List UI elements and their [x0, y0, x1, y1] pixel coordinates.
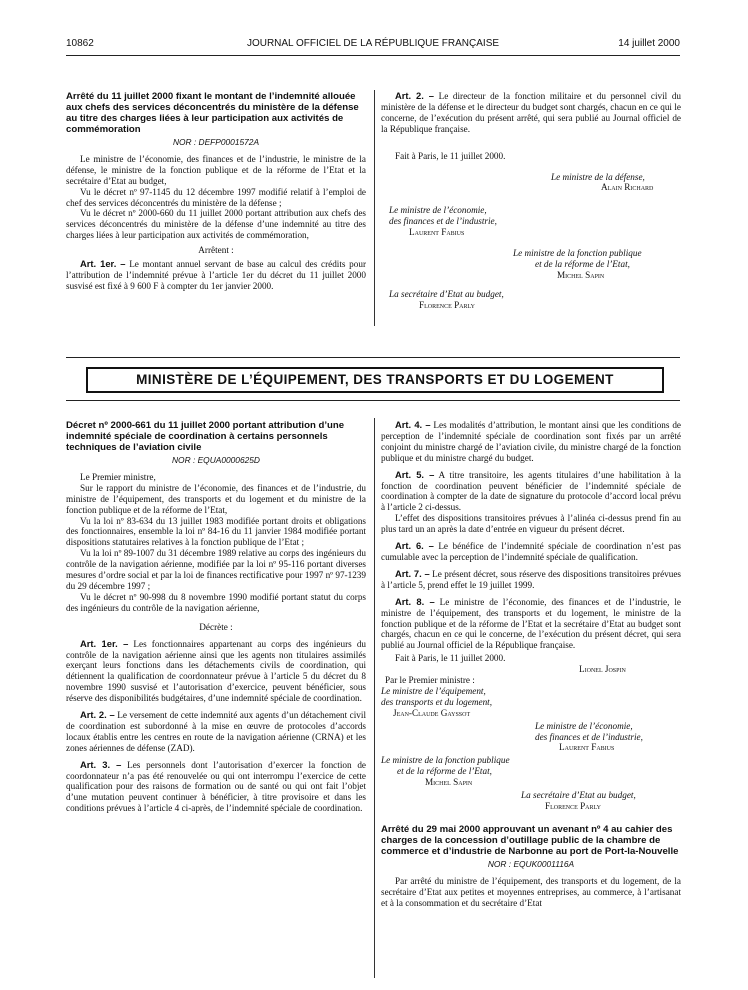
article-text: Le directeur de la fonction militaire et du personnel civil du ministère de la défense et le directeur du budget sont chargés, chacun en ce qui le concerne, de l’exécution du présent arrêté, qui sera publié au Journal officiel de la République française.	[381, 91, 682, 134]
article-label: Art. 7. –	[395, 567, 430, 579]
article-text: Les fonctionnaires appartenant au corps des ingénieurs du contrôle de la navigation aérienne ainsi que les agents non titulaires assimilés exerçant leurs fonctions dans les détachements civils de coordination, qui détiennent la qualification de coordonnateur prévue à l’article 5 du décret du 8 novembre 1990 susvisé et l’autorisation d’exercice, peuvent bénéficier, sous réserve des disponibilités budgétaires, d’une indemnité spéciale de coordination.	[66, 638, 367, 704]
arrete1-title: Arrêté du 11 juillet 2000 fixant le montant de l’indemnité allouée aux chefs des services déconcentrés du ministère de la défense au titre des charges liées à leur participation aux activités de commémoration	[66, 91, 359, 135]
signature-economie	[381, 721, 681, 754]
article-text: Les modalités d’attribution, le montant ainsi que les conditions de perception de l’indemnité spéciale de coordination sont fixés par un arrêté conjoint du ministre chargé de l’aviation civile, du ministre chargé de la fonction publique et du ministre chargé du budget.	[381, 420, 682, 463]
arrete2-title: Arrêté du 29 mai 2000 approuvant un avenant nº 4 au cahier des charges de la concession d’outillage public de la chambre de commerce et d’industrie de Narbonne au port de Port-la-Nouvelle	[381, 823, 679, 857]
signature-title: et de la réforme de l’Etat,	[397, 766, 492, 777]
arrete2-nor: NOR : EQUK0001116A	[487, 858, 575, 869]
arrete1-para: Vu le décret nº 2000-660 du 11 juillet 2000 portant attribution aux chefs des services déconcentrés du ministère de la défense d’une indemnité au titre des charges liées à leur participation aux activités de commémoration,	[66, 208, 366, 241]
signature-title: et de la réforme de l’Etat,	[535, 258, 630, 269]
decret-fait: Fait à Paris, le 11 juillet 2000.	[395, 653, 506, 664]
article-label: Art. 6. –	[395, 540, 434, 552]
par-premier-ministre: Par le Premier ministre :	[385, 675, 475, 686]
arrete2-text: Par arrêté du ministre de l’équipement, des transports et du logement, de la secrétaire d’Etat aux petites et moyennes entreprises, au commerce, à l’artisanat et à la consommation et du secrétaire d’Etat	[381, 875, 681, 908]
article-text: Le bénéfice de l’indemnité spéciale de coordination n’est pas cumulable avec la perception de l’indemnité spéciale de qualification.	[381, 541, 682, 562]
article-text: L’effet des dispositions transitoires prévues à l’alinéa ci-dessus prend fin au plus tard un an après la date d’entrée en vigueur du présent décret.	[381, 513, 681, 535]
signature-pm: Lionel Jospin	[579, 664, 626, 675]
signature-name: Alain Richard	[601, 182, 654, 193]
article-label: Art. 1er. –	[80, 637, 129, 649]
signature-name: Michel Sapin	[425, 777, 473, 788]
article-label: Art. 2. –	[80, 709, 115, 721]
article-label: Art. 2. –	[395, 90, 434, 101]
header-rule	[66, 55, 680, 56]
decret-decrete: Décrète :	[199, 621, 233, 632]
signature-title: La secrétaire d’Etat au budget,	[389, 288, 504, 299]
decret-article	[381, 569, 681, 591]
signature-name: Laurent Fabius	[409, 227, 465, 238]
article-label: Art. 8. –	[395, 595, 435, 607]
signature-title: des finances et de l’industrie,	[535, 731, 643, 742]
decret-article	[66, 639, 366, 704]
signature-name: Michel Sapin	[557, 269, 605, 280]
decret-right	[381, 420, 681, 909]
signature-name: Florence Parly	[419, 299, 475, 310]
article-text: Le versement de cette indemnité aux agents d’un détachement civil de coordination est subordonné à la mise en œuvre de protocoles d’accords locaux établis entre les centres en route de la navigation aérienne (CRNA) et les zones aériennes de défense (ZAD).	[66, 710, 367, 753]
signature-title: Le ministre de la fonction publique	[513, 248, 642, 259]
signature-equipement	[381, 686, 681, 719]
signature-title: Le ministre de l’économie,	[389, 205, 487, 216]
ministry-banner: MINISTÈRE DE L’ÉQUIPEMENT, DES TRANSPORTS ET DU LOGEMENT	[86, 367, 664, 393]
signature-title: Le ministre de l’économie,	[535, 720, 633, 731]
article-text: Le montant annuel servant de base au calcul des crédits pour l’attribution de l’indemnité prévue à l’article 1er du décret du 11 juillet 2000 susvisé est fixé à 9 600 F à compter du 1er janvier 2000.	[66, 259, 367, 291]
arrete1-left	[66, 91, 366, 292]
arrete1-para: Vu le décret nº 97-1145 du 12 décembre 1997 modifié relatif à l’emploi de chef des services déconcentrés du ministère de la défense ;	[66, 186, 366, 208]
article-label: Art. 3. –	[80, 758, 122, 770]
column-divider-bottom	[374, 418, 375, 978]
article-text: Les personnels dont l’autorisation d’exercer la fonction de coordonnateur n’a pas été renouvelée ou qui ont interrompu l’exercice de cette qualification pour des raisons de formation ou de santé ou qui ont fait l’objet d’une mutation peuvent continuer à bénéficier, à titre provisoire et dans les conditions prévues à l’article 4 ci-après, de l’indemnité spéciale de coordination.	[66, 759, 366, 814]
decret-para: Sur le rapport du ministre de l’économie, des finances et de l’industrie, du ministre de l’équipement, des transports et du logement et du ministre de la fonction publique et de la réforme de l’Etat,	[66, 482, 366, 515]
arrete1-right	[381, 91, 681, 311]
signature-title: des finances et de l’industrie,	[389, 216, 497, 227]
signature-title: La secrétaire d’Etat au budget,	[521, 790, 636, 801]
signature-fonction-publique	[381, 755, 681, 788]
arrete1-fait: Fait à Paris, le 11 juillet 2000.	[395, 150, 506, 161]
decret-article	[66, 760, 366, 815]
article-text: Le ministre de l’économie, des finances et de l’industrie, le ministre de l’équipement, des transports et du logement, le ministre de la fonction publique et de la réforme de l’Etat et la secrétaire d’Etat au budget sont chargés, chacun en ce qui le concerne, de l’exécution du présent décret, qui sera publié au Journal officiel de la République française.	[381, 596, 681, 651]
article-label: Art. 1er. –	[80, 258, 126, 270]
signature-title: Le ministre de la défense,	[551, 171, 645, 182]
decret-article	[381, 470, 681, 514]
signature-budget	[381, 790, 681, 812]
signature-budget	[381, 289, 681, 311]
signature-title: Le ministre de la fonction publique	[381, 755, 510, 766]
arrete1-arretent: Arrêtent :	[198, 245, 234, 256]
decret-article	[381, 420, 681, 464]
decret-article	[381, 541, 681, 563]
signature-economie	[381, 205, 681, 238]
decret-article	[66, 710, 366, 754]
signature-title: Le ministre de l’équipement,	[381, 685, 486, 696]
decret-nor: NOR : EQUA0000625D	[172, 455, 260, 465]
decret-article	[381, 597, 681, 652]
article-label: Art. 5. –	[395, 468, 435, 480]
decret-para: Vu la loi nº 83-634 du 13 juillet 1983 modifiée portant droits et obligations des fonctionnaires, ensemble la loi nº 84-16 du 11 janvier 1984 modifiée portant dispositions statutaires relatives à la fonction publique de l’Etat ;	[66, 515, 366, 548]
article-text: Le présent décret, sous réserve des dispositions transitoires prévues à l’article 5, prend effet le 19 juillet 1999.	[381, 568, 681, 590]
arrete1-nor: NOR : DEFP0001572A	[172, 137, 260, 147]
decret-left	[66, 420, 366, 814]
decret-article	[381, 513, 681, 535]
column-divider-top	[374, 90, 375, 326]
page-header	[66, 38, 680, 54]
journal-title: JOURNAL OFFICIEL DE LA RÉPUBLIQUE FRANÇAISE	[246, 38, 500, 49]
signature-title: des transports et du logement,	[381, 696, 493, 707]
article-text: A titre transitoire, les agents titulaires d’une habilitation à la fonction de coordination peuvent bénéficier de l’indemnité spéciale de coordination à compter de la date de signature du protocole d’accord local prévu à l’article 2 ci-dessus.	[381, 469, 682, 513]
arrete1-art1	[66, 259, 366, 292]
signature-name: Jean-Claude Gayssot	[393, 707, 471, 718]
signature-name: Laurent Fabius	[559, 742, 615, 753]
article-label: Art. 4. –	[395, 419, 431, 430]
decret-title: Décret nº 2000-661 du 11 juillet 2000 portant attribution d’une indemnité spéciale de coordination à certains personnels techniques de l’aviation civile	[66, 420, 345, 453]
signature-name: Florence Parly	[545, 801, 601, 811]
issue-date: 14 juillet 2000	[618, 38, 680, 49]
signature-defense	[381, 172, 681, 194]
decret-intro: Le Premier ministre,	[80, 471, 156, 482]
arrete1-para: Le ministre de l’économie, des finances et de l’industrie, le ministre de la défense, le ministre de la fonction publique et de la réforme de l’Etat et la secrétaire d’Etat au budget,	[66, 153, 366, 186]
arrete1-art2	[381, 91, 681, 135]
decret-para: Vu le décret nº 90-998 du 8 novembre 1990 modifié portant statut du corps des ingénieurs du contrôle de la navigation aérienne,	[66, 591, 366, 613]
decret-para: Vu la loi nº 89-1007 du 31 décembre 1989 relative au corps des ingénieurs du contrôle de la navigation aérienne, modifiée par la loi nº 95-116 portant diverses mesures d’ordre social et par la loi de finances rectificative pour 1997 nº 97-1239 du 29 décembre 1997 ;	[66, 548, 366, 591]
page-number: 10862	[66, 38, 94, 49]
signature-fonction-publique	[381, 248, 681, 281]
